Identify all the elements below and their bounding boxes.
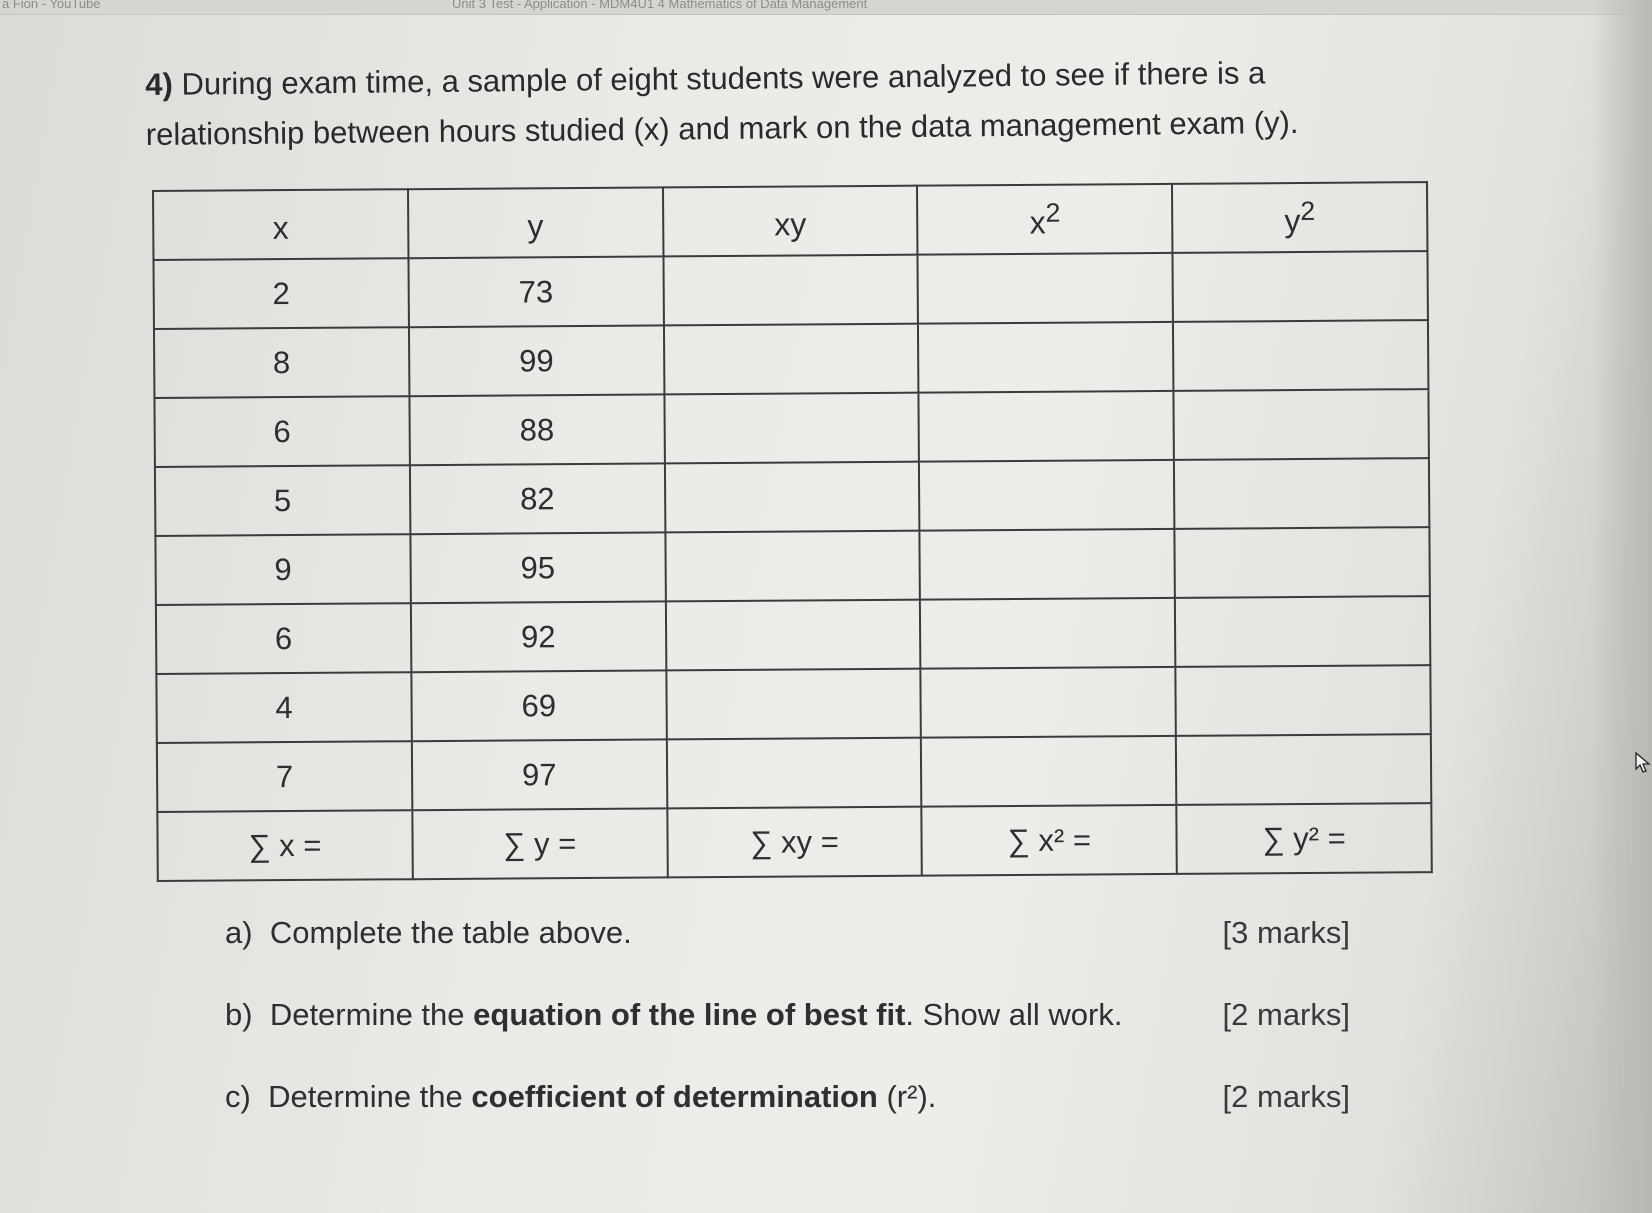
header-x-squared: $x^2$ — [917, 184, 1172, 255]
cell-y-squared-blank — [1176, 665, 1431, 736]
table-row — [155, 527, 1429, 605]
part-text: Determine the — [268, 1079, 472, 1114]
cell-x-squared-blank — [920, 529, 1175, 600]
cell-y: 99 — [409, 325, 664, 396]
cell-x-squared-blank — [919, 391, 1174, 462]
part-letter: b) — [225, 997, 253, 1032]
browser-tab-bar — [0, 0, 1652, 15]
cell-y-squared-blank — [1174, 389, 1429, 460]
cell-xy-blank — [665, 462, 920, 533]
cell-x-squared-blank — [920, 598, 1175, 669]
table-row — [154, 320, 1428, 398]
part-text: Complete the table above. — [269, 915, 632, 950]
part-letter: c) — [225, 1079, 251, 1114]
question-text: During exam time, a sample of eight students were analyzed to see if there is a relationship between hours studied (x) and mark on the data management exam (y). — [145, 55, 1299, 152]
marks-label: [3 marks] — [1222, 915, 1350, 950]
screen-edge-shadow — [1592, 0, 1652, 1213]
cell-x-squared-blank — [918, 322, 1173, 393]
cell-x-squared-blank — [921, 736, 1176, 807]
cell-y-squared-blank — [1175, 596, 1430, 667]
mouse-cursor-icon — [1634, 752, 1652, 774]
table-row — [155, 458, 1429, 536]
cell-y: 69 — [411, 670, 666, 741]
cell-xy-blank — [663, 255, 918, 326]
table-header-row — [153, 182, 1427, 260]
cell-x: 6 — [154, 396, 409, 467]
cell-y: 73 — [408, 256, 663, 327]
header-xy: xy — [663, 186, 918, 257]
header-x: x — [153, 189, 408, 260]
cell-y: 95 — [410, 532, 665, 603]
cell-y: 97 — [412, 739, 667, 810]
part-emphasis: equation of the line of best fit — [473, 997, 906, 1032]
cell-y-squared-blank — [1173, 251, 1428, 322]
part-letter: a) — [225, 915, 253, 950]
sum-y: ∑ y = — [412, 808, 667, 879]
table-row — [154, 389, 1428, 467]
part-text-after: (r²). — [877, 1079, 937, 1114]
header-y-squared: $y^2$ — [1172, 182, 1427, 253]
data-table — [152, 181, 1433, 882]
part-a — [225, 915, 1350, 997]
cell-x: 2 — [153, 258, 408, 329]
marks-label: [2 marks] — [1222, 997, 1350, 1032]
question-number: 4) — [145, 66, 174, 102]
cell-xy-blank — [665, 531, 920, 602]
cell-x: 4 — [156, 672, 411, 743]
cell-xy-blank — [664, 393, 919, 464]
marks-label: [2 marks] — [1222, 1079, 1350, 1114]
sum-xy: ∑ xy = — [667, 807, 922, 878]
cell-x-squared-blank — [921, 667, 1176, 738]
header-y: y — [408, 187, 663, 258]
cell-y: 92 — [411, 601, 666, 672]
cell-y-squared-blank — [1175, 527, 1430, 598]
browser-tab-left[interactable]: a Fion - YouTube — [2, 0, 101, 11]
sum-x-squared: ∑ x² = — [922, 805, 1177, 876]
cell-xy-blank — [665, 600, 920, 671]
part-c — [225, 1079, 1350, 1161]
cell-y-squared-blank — [1174, 458, 1429, 529]
cell-x: 5 — [155, 465, 410, 536]
cell-x-squared-blank — [918, 253, 1173, 324]
table-row — [153, 251, 1427, 329]
cell-y-squared-blank — [1176, 734, 1431, 805]
cell-x: 9 — [155, 534, 410, 605]
sum-x: ∑ x = — [157, 810, 412, 881]
cell-y: 88 — [409, 394, 664, 465]
table-sum-row — [157, 803, 1431, 881]
table-row — [157, 734, 1431, 812]
browser-tab-active[interactable]: Unit 3 Test - Application - MDM4U1 4 Mathematics of Data Management — [452, 0, 868, 11]
part-emphasis: coefficient of determination — [471, 1079, 878, 1114]
cell-xy-blank — [666, 738, 921, 809]
cell-xy-blank — [666, 669, 921, 740]
cell-y-squared-blank — [1173, 320, 1428, 391]
cell-x: 8 — [154, 327, 409, 398]
sum-y-squared: ∑ y² = — [1177, 803, 1432, 874]
part-b — [225, 997, 1350, 1079]
cell-x: 7 — [157, 741, 412, 812]
cell-x: 6 — [156, 603, 411, 674]
question-prompt — [145, 47, 1396, 160]
question-parts — [225, 915, 1350, 1161]
cell-y: 82 — [410, 463, 665, 534]
table-row — [156, 665, 1430, 743]
table-row — [156, 596, 1430, 674]
cell-x-squared-blank — [919, 460, 1174, 531]
part-text-after: . Show all work. — [905, 997, 1123, 1032]
part-text: Determine the — [269, 997, 474, 1032]
cell-xy-blank — [664, 324, 919, 395]
